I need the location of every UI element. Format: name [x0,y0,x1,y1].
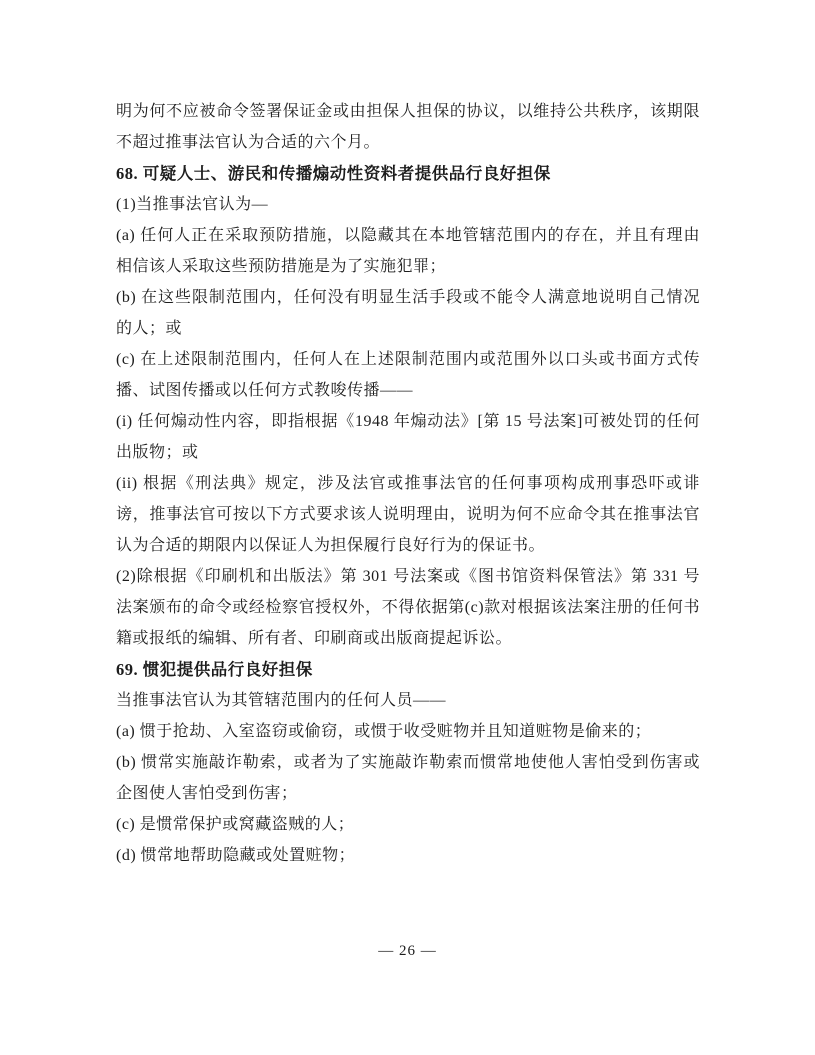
page-content [116,96,700,871]
section-68-clause-1b: (b) 在这些限制范围内，任何没有明显生活手段或不能令人满意地说明自己情况的人；或 [116,289,700,337]
section-68-clause-1a: (a) 任何人正在采取预防措施，以隐藏其在本地管辖范围内的存在，并且有理由相信该人采取这些预防措施是为了实施犯罪； [116,227,700,275]
section-68-clause-1c: (c) 在上述限制范围内，任何人在上述限制范围内或范围外以口头或书面方式传播、试图传播或以任何方式教唆传播—— [116,351,700,399]
section-68-clause-2: (2)除根据《印刷机和出版法》第 301 号法案或《图书馆资料保管法》第 331 号法案颁布的命令或经检察官授权外，不得依据第(c)款对根据该法案注册的任何书籍或报纸的编辑、所有者、印刷商或出版商提起诉讼。 [116,568,700,647]
section-68-clause-1: (1)当推事法官认为— [116,196,269,213]
section-68-heading: 68. 可疑人士、游民和传播煽动性资料者提供品行良好担保 [116,164,551,183]
section-69-intro: 当推事法官认为其管辖范围内的任何人员—— [116,692,447,709]
page-number: — 26 — [378,943,437,959]
section-69-clause-d: (d) 惯常地帮助隐藏或处置赃物； [116,847,356,864]
section-69-clause-b: (b) 惯常实施敲诈勒索，或者为了实施敲诈勒索而惯常地使他人害怕受到伤害或企图使人害怕受到伤害； [116,754,700,802]
section-69-clause-a: (a) 惯于抢劫、入室盗窃或偷窃，或惯于收受赃物并且知道赃物是偷来的； [116,723,652,740]
section-68-clause-1c-i: (i) 任何煽动性内容，即指根据《1948 年煽动法》[第 15 号法案]可被处罚的任何出版物；或 [116,413,700,461]
section-69-heading: 69. 惯犯提供品行良好担保 [116,660,313,679]
section-69-clause-c: (c) 是惯常保护或窝藏盗贼的人； [116,816,355,833]
section-68-clause-1c-ii: (ii) 根据《刑法典》规定，涉及法官或推事法官的任何事项构成刑事恐吓或诽谤，推事法官可按以下方式要求该人说明理由，说明为何不应命令其在推事法官认为合适的期限内以保证人为担保履行良好行为的保证书。 [116,475,700,554]
intro-continuation-paragraph: 明为何不应被命令签署保证金或由担保人担保的协议，以维持公共秩序，该期限不超过推事法官认为合适的六个月。 [116,103,700,151]
